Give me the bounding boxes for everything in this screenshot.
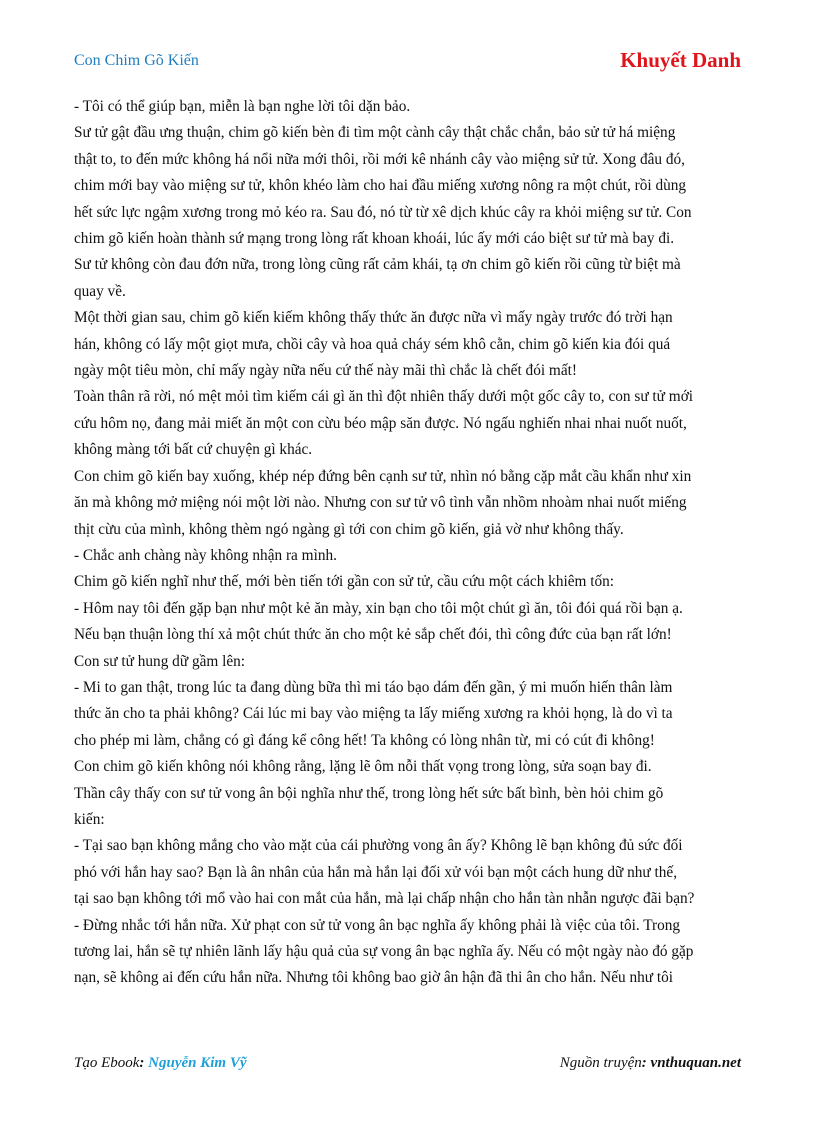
- creator-colon: :: [139, 1055, 149, 1071]
- text-line: Con chim gõ kiến bay xuống, khép nép đứng bên cạnh sư tử, nhìn nó bằng cặp mắt cầu khẩn như xin: [74, 467, 692, 485]
- text-line: Chim gõ kiến nghĩ như thế, mới bèn tiến tới gần con sử tử, cầu cứu một cách khiêm tốn:: [74, 573, 615, 591]
- text-line: Con sư tử hung dữ gầm lên:: [74, 652, 246, 670]
- text-line: - Đừng nhắc tới hắn nữa. Xử phạt con sử tử vong ân bạc nghĩa ấy không phải là việc của tôi. Trong: [74, 916, 681, 934]
- text-line: chim gõ kiến hoàn thành sứ mạng trong lòng rất khoan khoái, lúc ấy mới cáo biệt sư tử mà bay đi.: [74, 230, 675, 248]
- text-line: Con chim gõ kiến không nói không rằng, lặng lẽ ôm nỗi thất vọng trong lòng, sửa soạn bay đi.: [74, 758, 652, 776]
- source-label: Nguồn truyện: [559, 1055, 642, 1071]
- source-colon: :: [641, 1055, 651, 1071]
- text-line: nạn, sẽ không ai đến cứu hắn nữa. Nhưng tôi không bao giờ ân hận đã thi ân cho hắn. Nếu như tôi: [74, 969, 674, 987]
- text-line: - Mi to gan thật, trong lúc ta đang dùng bữa thì mi táo bạo dám đến gần, ý mi muốn hiến thân làm: [74, 678, 673, 696]
- creator-label: Tạo Ebook: [74, 1055, 140, 1071]
- text-line: phó với hắn hay sao? Bạn là ân nhân của hắn mà hắn lại đối xử vói bạn một cách hung dữ như thế,: [74, 863, 678, 881]
- source-site: vnthuquan.net: [650, 1055, 741, 1071]
- text-line: quay về.: [74, 282, 126, 300]
- text-line: tại sao bạn không tới mổ vào hai con mắt của hắn, mà lại chấp nhận cho hắn tàn nhẫn ngược đãi bạn?: [74, 890, 695, 908]
- text-line: - Hôm nay tôi đến gặp bạn như một kẻ ăn mày, xin bạn cho tôi một chút gì ăn, tôi đói quá rồi bạn ạ.: [74, 599, 683, 617]
- text-line: ăn mà không mở miệng nói một lời nào. Nhưng con sư tử vô tình vẫn nhồm nhoàm nhai nuốt miếng: [74, 494, 687, 512]
- creator-name: Nguyễn Kim Vỹ: [148, 1055, 247, 1071]
- text-line: không màng tới bất cứ chuyện gì khác.: [74, 441, 313, 459]
- text-line: Sư tử không còn đau đớn nữa, trong lòng cũng rất cảm khái, tạ ơn chim gõ kiến rồi cũng từ biệt mà: [74, 256, 681, 274]
- text-line: Một thời gian sau, chim gõ kiến kiếm không thấy thức ăn được nữa vì mấy ngày trước đó trời hạn: [74, 309, 673, 327]
- text-line: Nếu bạn thuận lòng thí xả một chút thức ăn cho một kẻ sắp chết đói, thì công đức của bạn rất lớn!: [74, 626, 672, 644]
- text-line: cho phép mi làm, chẳng có gì đáng kể công hết! Ta không có lòng nhân từ, mi có cút đi không!: [74, 731, 655, 749]
- story-source-credit: [560, 1055, 741, 1072]
- ebook-creator-credit: [74, 1055, 247, 1072]
- text-line: Toàn thân rã rời, nó mệt mỏi tìm kiếm cái gì ăn thì đột nhiên thấy dưới một gốc cây to, con sư tử mới: [74, 388, 694, 406]
- text-line: - Chắc anh chàng này không nhận ra mình.: [74, 546, 337, 564]
- text-line: tương lai, hắn sẽ tự nhiên lãnh lấy hậu quả của sự vong ân bạc nghĩa ấy. Nếu có một ngày nào đó gặp: [74, 943, 694, 960]
- text-line: thật to, to đến mức không há nổi nữa mới thôi, rồi mới kê nhánh cây vào miệng sử tử. Xong đâu đó,: [74, 150, 685, 168]
- text-line: thức ăn cho ta phải không? Cái lúc mi bay vào miệng ta lấy miếng xương ra khỏi họng, là do vì ta: [74, 705, 673, 723]
- text-line: - Tôi có thể giúp bạn, miễn là bạn nghe lời tôi dặn bảo.: [74, 98, 411, 115]
- story-title: Con Chim Gõ Kiến: [74, 52, 199, 69]
- text-line: cứu hôm nọ, đang mải miết ăn một con cừu béo mập săn được. Nó ngấu nghiến nhai nhai nuốt nuốt,: [74, 414, 687, 432]
- text-line: kiến:: [74, 810, 105, 828]
- text-line: chim mới bay vào miệng sư tử, khôn khéo làm cho hai đầu miếng xương nông ra một chút, rồi dùng: [74, 177, 687, 195]
- text-line: hán, không có lấy một giọt mưa, chồi cây và hoa quả cháy sém khô cằn, chim gõ kiến kia đói quá: [74, 335, 671, 353]
- story-body: [74, 94, 746, 992]
- text-line: thịt cừu của mình, không thèm ngó ngàng gì tới con chim gõ kiến, giả vờ như không thấy.: [74, 520, 624, 538]
- text-line: hết sức lực ngậm xương trong mỏ kéo ra. Sau đó, nó từ từ xê dịch khúc cây ra khỏi miệng sư tử. Con: [74, 203, 692, 221]
- text-line: - Tại sao bạn không mắng cho vào mặt của cái phường vong ân ấy? Không lẽ bạn không đủ sức đối: [74, 837, 683, 855]
- text-line: Sư tử gật đầu ưng thuận, chim gõ kiến bèn đi tìm một cành cây thật chắc chắn, bảo sử tử há miệng: [74, 124, 676, 142]
- text-line: ngày một tiêu mòn, chỉ mấy ngày nữa nếu cứ thế này mãi thì chắc là chết đói mất!: [74, 362, 577, 380]
- text-line: Thần cây thấy con sư tử vong ân bội nghĩa như thế, trong lòng hết sức bất bình, bèn hỏi chim gõ: [74, 784, 664, 802]
- story-author: Khuyết Danh: [620, 48, 741, 72]
